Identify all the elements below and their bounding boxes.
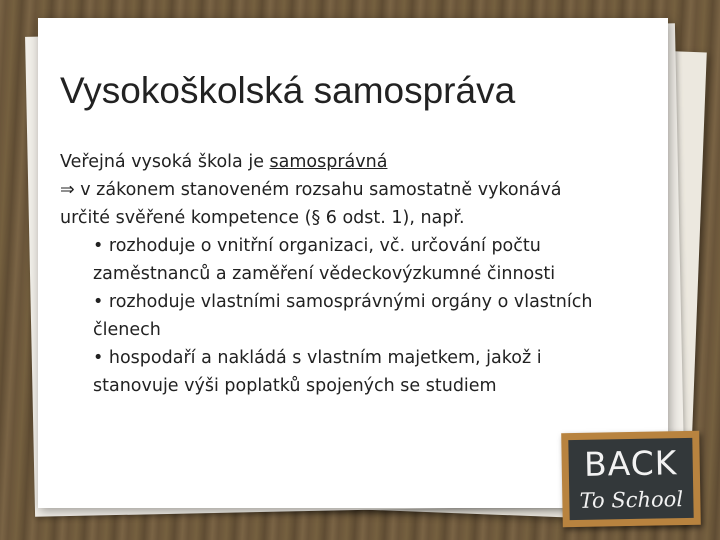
- chalkboard-surface: [568, 438, 693, 520]
- chalkboard-text-back: BACK: [583, 443, 678, 484]
- bullet-1-line-2: zaměstnanců a zaměření vědeckovýzkumné činnosti: [93, 264, 556, 284]
- back-to-school-chalkboard: [561, 431, 701, 527]
- intro-emphasis: samosprávná: [269, 152, 388, 172]
- bullet-2-line-2: členech: [93, 320, 161, 340]
- consequence-text: v zákonem stanoveném rozsahu samostatně vykonává: [74, 180, 562, 200]
- bullet-3-line-2: stanovuje výši poplatků spojených se studiem: [93, 376, 497, 396]
- bullet-2-line-1: • rozhoduje vlastními samosprávnými orgány o vlastních: [93, 292, 593, 312]
- slide-title: Vysokoškolská samospráva: [60, 70, 516, 111]
- intro-prefix: Veřejná vysoká škola je: [60, 152, 270, 172]
- intro-line: [60, 148, 660, 176]
- bullet-1-line-1: • rozhoduje o vnitřní organizaci, vč. určování počtu: [93, 236, 541, 256]
- bullet-3-line-1: • hospodaří a nakládá s vlastním majetkem, jakož i: [93, 348, 542, 368]
- chalkboard-text-to-school: To School: [579, 487, 684, 513]
- consequence-line: [60, 176, 660, 204]
- implies-arrow-icon: ⇒: [60, 180, 75, 200]
- competences-line: určité svěřené kompetence (§ 6 odst. 1), např.: [60, 208, 465, 228]
- slide-body: [60, 148, 660, 400]
